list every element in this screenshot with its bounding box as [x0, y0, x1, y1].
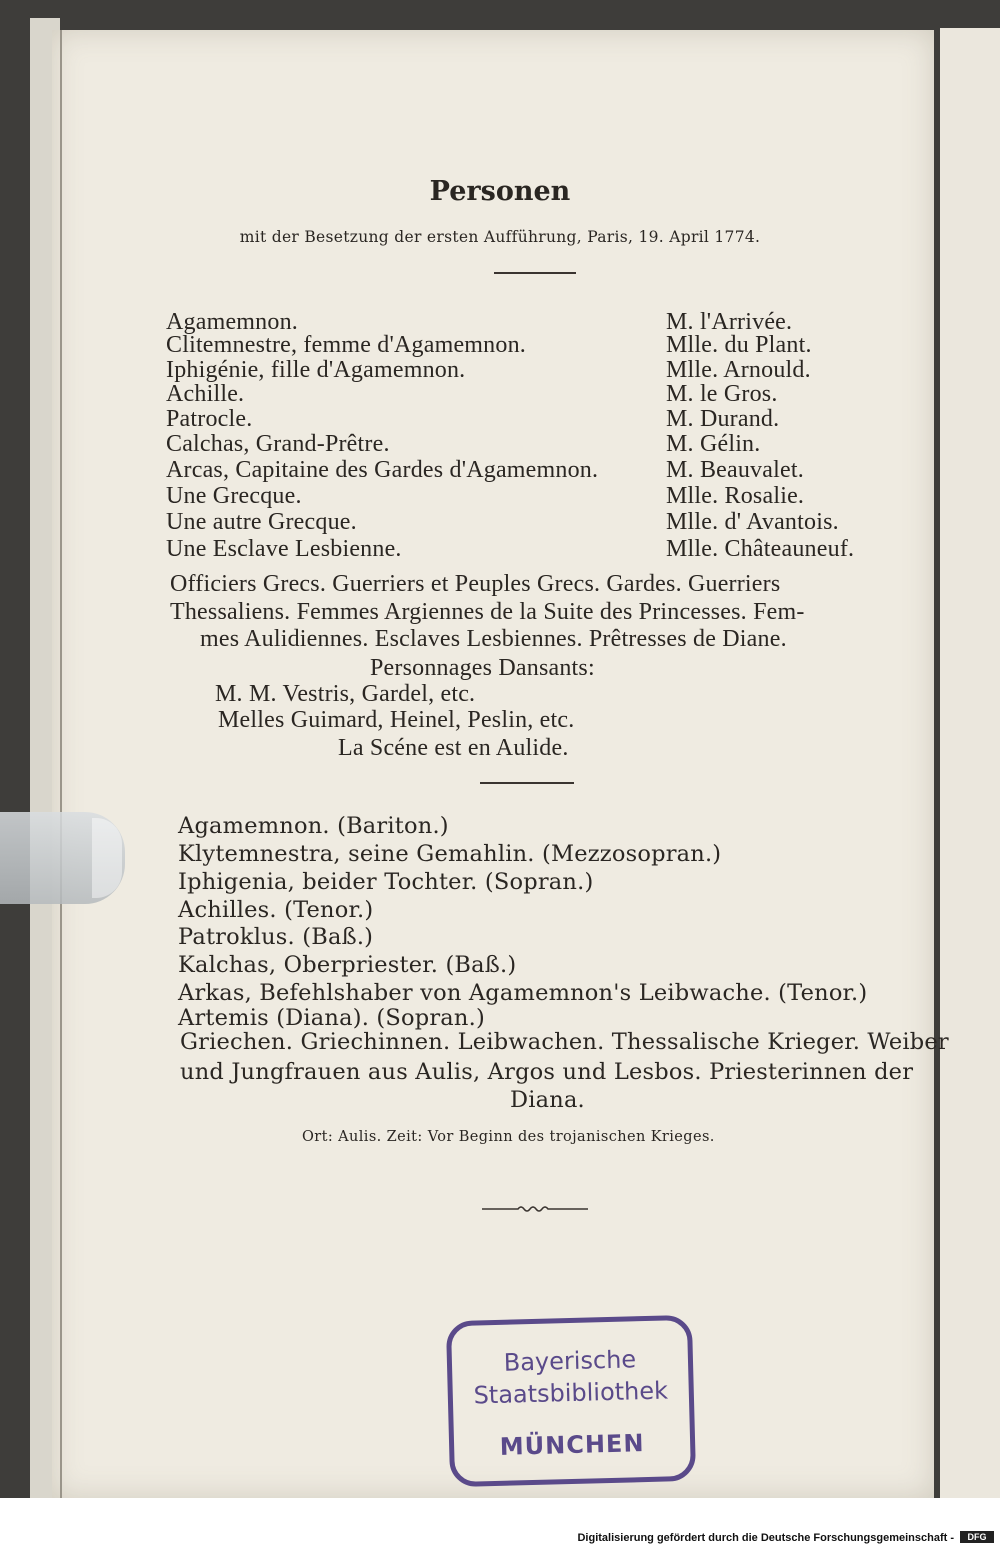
role-name: Agamemnon. [166, 309, 298, 335]
footer-bar [0, 1498, 1000, 1545]
stamp-line-3: MÜNCHEN [499, 1429, 645, 1461]
german-cast-row: Achilles. (Tenor.) [178, 897, 374, 923]
role-name: Patrocle. [166, 406, 253, 432]
dancers-men: M. M. Vestris, Gardel, etc. [215, 681, 476, 707]
singer-name: Mlle. du Plant. [666, 332, 812, 358]
french-cast-row [166, 332, 812, 358]
german-extras-line-1: Griechen. Griechinnen. Leibwachen. Thessalische Krieger. Weiber [180, 1029, 949, 1055]
german-cast-row: Kalchas, Oberpriester. (Baß.) [178, 952, 517, 978]
singer-name: Mlle. Rosalie. [666, 483, 805, 509]
french-cast-row [166, 483, 805, 509]
ornament-divider [480, 1202, 590, 1216]
german-cast-row: Iphigenia, beider Tochter. (Sopran.) [178, 869, 594, 895]
french-cast-row [166, 309, 793, 335]
singer-name: M. Gélin. [666, 431, 761, 457]
role-name: Calchas, Grand-Prêtre. [166, 431, 390, 457]
role-name: Achille. [166, 381, 245, 407]
german-extras-line-2: und Jungfrauen aus Aulis, Argos und Lesbos. Priesterinnen der [180, 1059, 914, 1085]
dancers-women: Melles Guimard, Heinel, Peslin, etc. [218, 707, 575, 733]
header-divider [494, 272, 576, 274]
german-cast-row: Arkas, Befehlshaber von Agamemnon's Leibwache. (Tenor.) [178, 980, 868, 1006]
french-extras-line-1: Officiers Grecs. Guerriers et Peuples Grecs. Gardes. Guerriers [170, 571, 781, 597]
german-cast-row: Patroklus. (Baß.) [178, 924, 374, 950]
stamp-line-2: Staatsbibliothek [473, 1376, 669, 1410]
singer-name: M. le Gros. [666, 381, 778, 407]
role-name: Une Esclave Lesbienne. [166, 536, 402, 562]
page-gutter-line [60, 30, 62, 1498]
french-cast-row [166, 509, 839, 535]
role-name: Clitemnestre, femme d'Agamemnon. [166, 332, 526, 358]
library-stamp [446, 1315, 696, 1487]
german-cast-row: Agamemnon. (Bariton.) [178, 813, 449, 839]
french-extras-line-2: Thessaliens. Femmes Argiennes de la Suite des Princesses. Fem- [170, 599, 805, 625]
singer-name: Mlle. Châteauneuf. [666, 536, 855, 562]
section-divider [480, 782, 574, 784]
page-title: Personen [429, 176, 571, 207]
funding-credit: Digitalisierung gefördert durch die Deutsche Forschungsgemeinschaft - [577, 1532, 954, 1544]
dfg-logo: DFG [960, 1531, 994, 1543]
german-extras-line-3: Diana. [510, 1087, 585, 1113]
singer-name: M. Durand. [666, 406, 780, 432]
singer-name: M. Beauvalet. [666, 457, 804, 483]
french-cast-row [166, 381, 778, 407]
document-page [52, 30, 934, 1498]
french-cast-row [166, 357, 811, 383]
scene-line: La Scéne est en Aulide. [338, 735, 569, 761]
french-cast-row [166, 457, 804, 483]
singer-name: Mlle. Arnould. [666, 357, 811, 383]
german-cast-row: Klytemnestra, seine Gemahlin. (Mezzosopran.) [178, 841, 722, 867]
place-time-line: Ort: Aulis. Zeit: Vor Beginn des trojanischen Krieges. [302, 1129, 715, 1145]
german-cast-row: Artemis (Diana). (Sopran.) [178, 1005, 485, 1031]
french-extras-line-3: mes Aulidiennes. Esclaves Lesbiennes. Prêtresses de Diane. [200, 626, 787, 652]
role-name: Une Grecque. [166, 483, 302, 509]
french-cast-row [166, 431, 761, 457]
adjacent-page-edge [940, 28, 1000, 1498]
role-name: Arcas, Capitaine des Gardes d'Agamemnon. [166, 457, 599, 483]
french-cast-row [166, 536, 855, 562]
stamp-line-1: Bayerische [503, 1345, 637, 1377]
role-name: Iphigénie, fille d'Agamemnon. [166, 357, 466, 383]
dancers-label: Personnages Dansants: [370, 655, 595, 681]
role-name: Une autre Grecque. [166, 509, 357, 535]
french-cast-row [166, 406, 780, 432]
singer-name: M. l'Arrivée. [666, 309, 793, 335]
page-subtitle: mit der Besetzung der ersten Aufführung, Paris, 19. April 1774. [239, 228, 761, 246]
singer-name: Mlle. d' Avantois. [666, 509, 839, 535]
page-clip-highlight [92, 818, 122, 898]
